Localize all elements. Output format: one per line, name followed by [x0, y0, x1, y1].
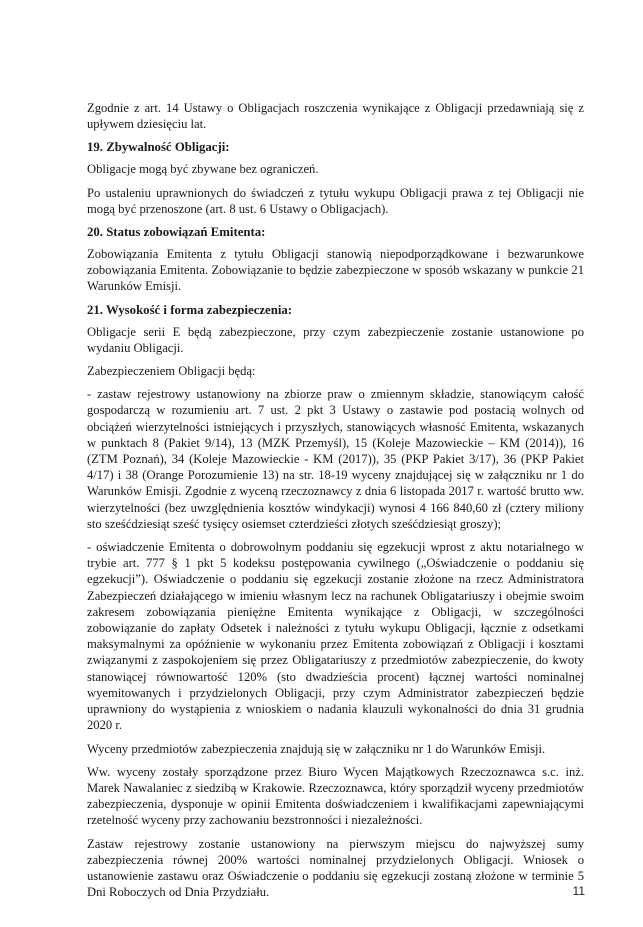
page-number: 11	[572, 884, 585, 898]
section-21-paragraph: Wyceny przedmiotów zabezpieczenia znajdują się w załączniku nr 1 do Warunków Emisji.	[87, 741, 546, 756]
section-21-heading: 21. Wysokość i forma zabezpieczenia:	[87, 302, 293, 317]
document-body	[87, 100, 584, 907]
section-19-paragraph: Po ustaleniu uprawnionych do świadczeń z tytułu wykupu Obligacji prawa z tej Obligacji nie mogą być przenoszone (art. 8 ust. 6 Ustawy o Obligacjach).	[87, 185, 584, 216]
section-20	[87, 224, 584, 295]
intro-paragraph: Zgodnie z art. 14 Ustawy o Obligacjach roszczenia wynikające z Obligacji przedawniają się z upływem dziesięciu lat.	[87, 101, 584, 132]
section-20-paragraph: Zobowiązania Emitenta z tytułu Obligacji stanowią niepodporządkowane i bezwarunkowe zobowiązania Emitenta. Zobowiązanie to będzie zabezpieczone w sposób wskazany w punkcie 21 Warunków Emisji.	[87, 247, 584, 294]
section-19-paragraph: Obligacje mogą być zbywane bez ograniczeń.	[87, 162, 319, 177]
section-21-list-item: - oświadczenie Emitenta o dobrowolnym poddaniu się egzekucji wprost z aktu notarialnego w trybie art. 777 § 1 pkt 5 kodeksu postępowania cywilnego („Oświadczenie o poddaniu się egzekucji”). Oświadczenie o poddaniu się egzekucji zostanie złożone na rzecz Administratora Zabezpieczeń działającego w imieniu własnym lecz na rachunek Obligatariuszy i obejmie swoim zakresem zobowiązania pieniężne Emitenta wynikające z Obligacji, w szczególności zobowiązanie do zapłaty Odsetek i należności z tytułu wykupu Obligacji, łącznie z odsetkami maksymalnymi za opóźnienie w wykonaniu przez Emitenta zobowiązań z Obligacji i kosztami związanymi z zaspokojeniem się przez Obligatariuszy z przedmiotów zabezpieczenie, do kwoty stanowiącej równowartość 120% (sto dwadzieścia procent) łącznej wartości nominalnej wyemitowanych i przydzielonych Obligacji, przy czym Administrator zabezpieczeń będzie uprawniony do wystąpienia z wnioskiem o nadania klauzuli wykonalności do dnia 31 grudnia 2020 r.	[87, 540, 584, 733]
section-19	[87, 139, 584, 217]
section-21-paragraph: Zastaw rejestrowy zostanie ustanowiony na pierwszym miejscu do najwyższej sumy zabezpieczenia równej 200% wartości nominalnej przydzielonych Obligacji. Wniosek o ustanowienie zastawu oraz Oświadczenie o poddaniu się egzekucji zostaną złożone w terminie 5 Dni Roboczych od Dnia Przydziału.	[87, 836, 584, 900]
section-19-heading: 19. Zbywalność Obligacji:	[87, 140, 230, 155]
section-20-heading: 20. Status zobowiązań Emitenta:	[87, 225, 266, 240]
section-21	[87, 302, 584, 901]
section-21-paragraph: Zabezpieczeniem Obligacji będą:	[87, 364, 256, 379]
section-21-paragraph: Ww. wyceny zostały sporządzone przez Biuro Wycen Majątkowych Rzeczoznawca s.c. inż. Marek Nawalaniec z siedzibą w Krakowie. Rzeczoznawca, który sporządził wyceny przedmiotów zabezpieczenia, dysponuje w opinii Emitenta doświadczeniem i kwalifikacjami zapewniającymi rzetelność wyceny przy zachowaniu bezstronności i niezależności.	[87, 764, 584, 828]
section-21-list-item: - zastaw rejestrowy ustanowiony na zbiorze praw o zmiennym składzie, stanowiącym całość gospodarczą w rozumieniu art. 7 ust. 2 pkt 3 Ustawy o zastawie pod postacią wolnych od obciążeń wierzytelności istniejących i przyszłych, stanowiących własność Emitenta, wskazanych w punktach 8 (Pakiet 9/14), 13 (MZK Przemyśl), 15 (Koleje Mazowieckie – KM (2014)), 16 (ZTM Poznań), 34 (Koleje Mazowieckie - KM (2017)), 35 (PKP Pakiet 3/17), 36 (PKP Pakiet 4/17) i 38 (Orange Porozumienie 13) na str. 18-19 wyceny znajdującej się w załączniku nr 1 do Warunków Emisji. Zgodnie z wyceną rzeczoznawcy z dnia 6 listopada 2017 r. wartość brutto ww. wierzytelności (bez uwzględnienia kosztów windykacji) wynosi 4 166 840,60 zł (cztery miliony sto sześćdziesiąt sześć tysięcy osiemset czterdzieści złotych sześćdziesiąt groszy);	[87, 387, 584, 531]
section-21-paragraph: Obligacje serii E będą zabezpieczone, przy czym zabezpieczenie zostanie ustanowione po wydaniu Obligacji.	[87, 324, 584, 355]
